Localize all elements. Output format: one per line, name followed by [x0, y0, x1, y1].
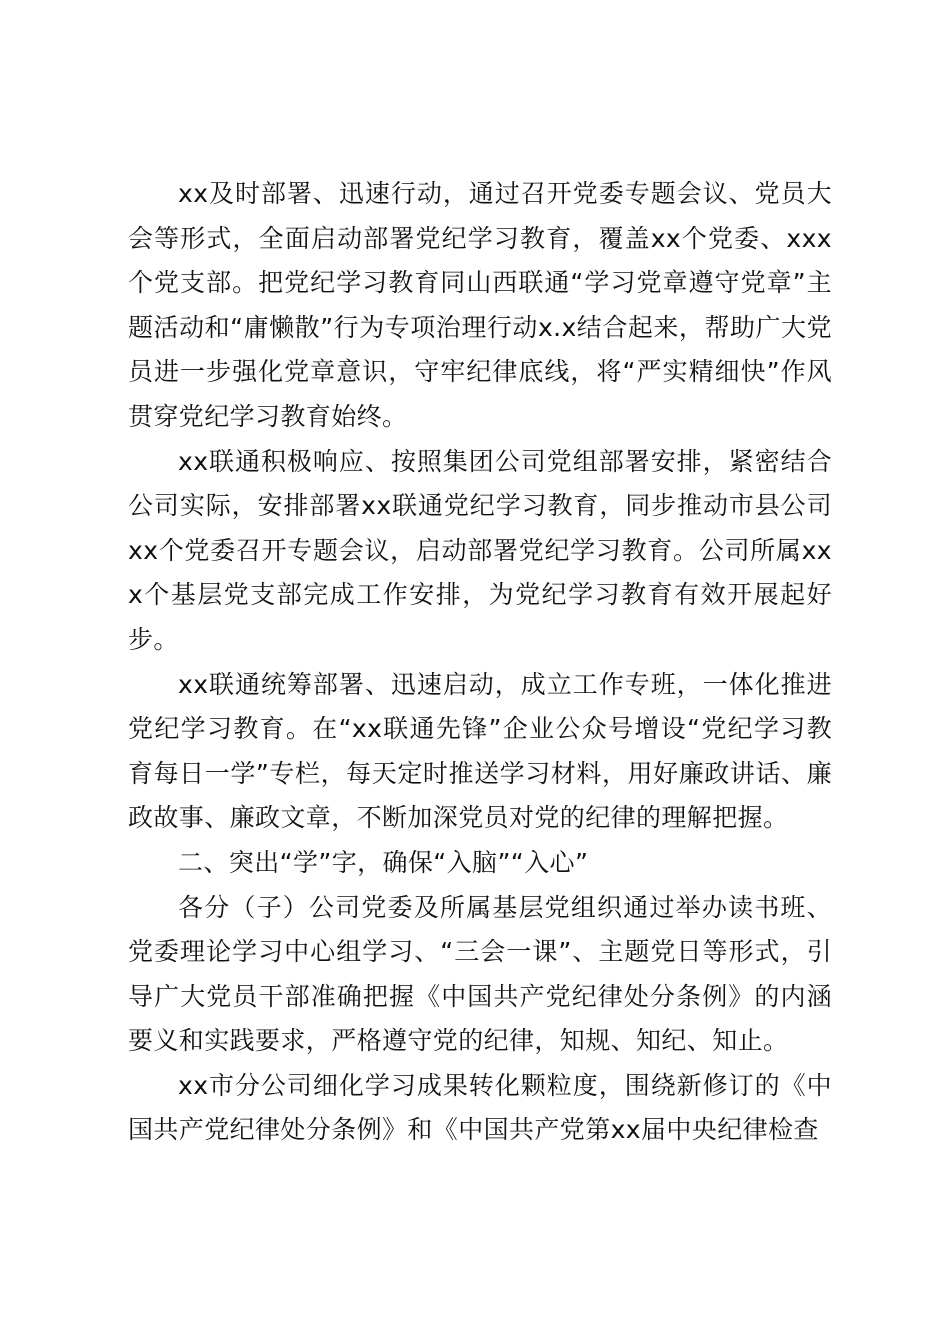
- document-body: [128, 172, 832, 1153]
- paragraph-4: 各分（子）公司党委及所属基层党组织通过举办读书班、党委理论学习中心组学习、“三会一课”、主题党日等形式，引导广大党员干部准确把握《中国共产党纪律处分条例》的内涵要义和实践要求，严格遵守党的纪律，知规、知纪、知止。: [128, 892, 832, 1056]
- paragraph-1: xx及时部署、迅速行动，通过召开党委专题会议、党员大会等形式，全面启动部署党纪学习教育，覆盖xx个党委、xxx个党支部。把党纪学习教育同山西联通“学习党章遵守党章”主题活动和“庸懒散”行为专项治理行动x.x结合起来，帮助广大党员进一步强化党章意识，守牢纪律底线，将“严实精细快”作风贯穿党纪学习教育始终。: [128, 179, 832, 431]
- paragraph-3: xx联通统筹部署、迅速启动，成立工作专班，一体化推进党纪学习教育。在“xx联通先锋”企业公众号增设“党纪学习教育每日一学”专栏，每天定时推送学习材料，用好廉政讲话、廉政故事、廉政文章，不断加深党员对党的纪律的理解把握。: [128, 669, 832, 833]
- paragraph-2: xx联通积极响应、按照集团公司党组部署安排，紧密结合公司实际，安排部署xx联通党纪学习教育，同步推动市县公司xx个党委召开专题会议，启动部署党纪学习教育。公司所属xxx个基层党支部完成工作安排，为党纪学习教育有效开展起好步。: [128, 446, 832, 654]
- paragraph-5: xx市分公司细化学习成果转化颗粒度，围绕新修订的《中国共产党纪律处分条例》和《中国共产党第xx届中央纪律检查: [128, 1070, 832, 1145]
- section-heading: 二、突出“学”字，确保“入脑”“入心”: [178, 847, 589, 877]
